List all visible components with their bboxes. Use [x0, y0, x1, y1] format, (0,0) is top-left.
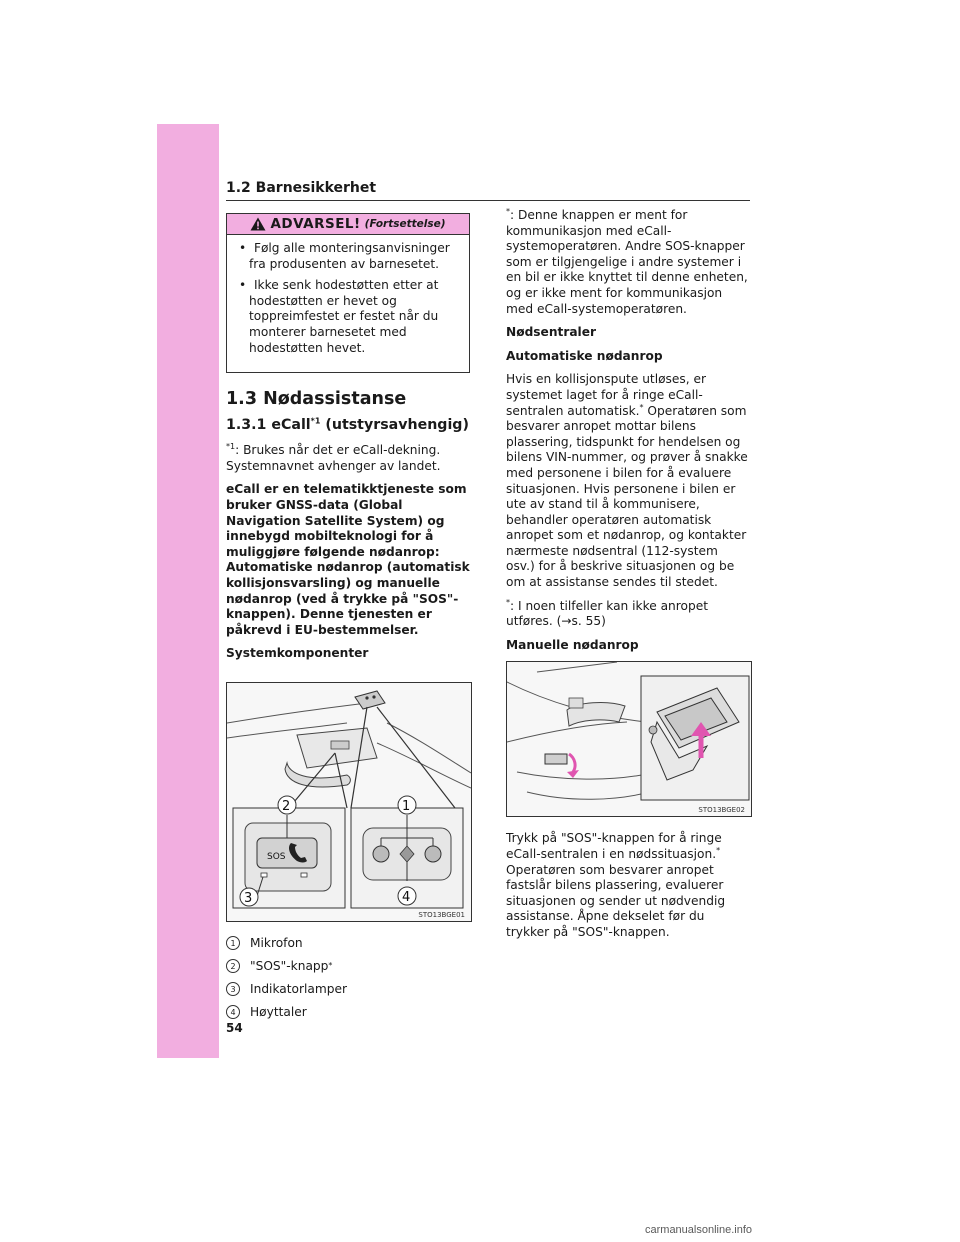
callout-1: 1	[402, 798, 411, 814]
figure-code: STO13BGE01	[418, 910, 465, 919]
automatic-calls-text: Hvis en kollisjonspute utløses, er systemet laget for å ringe eCall-sentralen automatisk.* Operatøren som besvarer anropet mottar bilens plassering, tidspunkt for hendelsen og bilens VIN-nummer, og prøver å snakke med personene i bilen for å evaluere situasjonen. Hvis personene i bilen er ute av stand til å kommunisere, behandler operatøren automatisk anropet som et nødanrop, og kontakter nærmeste nødsentral (112-system osv.) for å beskrive situasjonen og be om at assistanse sendes til stedet.	[506, 372, 748, 590]
callout-4: 4	[402, 889, 411, 905]
warning-item: • Ikke senk hodestøtten etter at hodestøtten er hevet og toppreimfestet er festet når du monterer barnesetet med hodestøtten hevet.	[239, 278, 439, 355]
footnote-1: $^{*1}$: Brukes når det er eCall-dekning. Systemnavnet avhenger av landet.	[226, 442, 441, 473]
page-tab-bar	[157, 124, 219, 1058]
page-number: 54	[226, 1021, 243, 1035]
warning-box	[226, 213, 470, 373]
components-heading: Systemkomponenter	[226, 646, 369, 661]
figure-code: STO13BGE02	[698, 806, 745, 815]
warning-header	[227, 214, 469, 235]
warning-triangle-icon	[250, 217, 266, 231]
legend-item: 4 Høyttaler	[226, 1001, 470, 1024]
sos-footnote: *: Denne knappen er ment for kommunikasjon med eCall-systemoperatøren. Andre SOS-knapper som er tilgjengelige i andre systemer i en bil er ikke knyttet til denne enheten, og er ikke ment for kommunikasjon med eCall-systemoperatøren.	[506, 206, 748, 316]
warning-item: • Følg alle monteringsanvisninger fra produsenten av barnesetet.	[239, 241, 450, 271]
left-column	[226, 210, 470, 1024]
legend-item: 3 Indikatorlamper	[226, 978, 470, 1001]
figure-manual-call	[506, 661, 752, 817]
warning-continued: (Fortsettelse)	[364, 218, 446, 230]
section-title: 1.3 Nødassistanse	[226, 389, 407, 410]
warning-body	[227, 235, 469, 372]
right-column	[506, 208, 750, 949]
sos-button-illustration	[507, 662, 751, 816]
callout-2: 2	[282, 798, 291, 814]
callout-3: 3	[244, 890, 253, 906]
figure-system-components	[226, 682, 472, 922]
subsection-title: 1.3.1 eCall$^{*1}$ (utstyrsavhengig)	[226, 416, 469, 434]
header-rule	[226, 200, 750, 201]
automatic-calls-heading: Automatiske nødanrop	[506, 348, 663, 363]
component-legend	[226, 932, 470, 1024]
warning-title: ADVARSEL!	[270, 216, 361, 232]
manual-calls-heading: Manuelle nødanrop	[506, 637, 639, 652]
legend-item: 1 Mikrofon	[226, 932, 470, 955]
emergency-centers-heading: Nødsentraler	[506, 325, 597, 340]
manual-calls-text: Trykk på "SOS"-knappen for å ringe eCall-sentralen i en nødssituasjon.* Operatøren som besvarer anropet fastslår bilens plassering, evaluerer situasjonen og sender ut nødvendig assistanse. Åpne dekselet før du trykker på "SOS"-knappen.	[506, 831, 726, 939]
overhead-console-illustration	[227, 683, 471, 921]
watermark: carmanualsonline.info	[645, 1224, 753, 1236]
intro-text: eCall er en telematikktjeneste som bruker GNSS-data (Global Navigation Satellite System) og innebygd mobilteknologi for å muliggjøre følgende nødanrop: Automatiske nødanrop (automatisk kollisjonsvarsling) og manuelle nødanrop (ved å trykke på "SOS"-knappen). Denne tjenesten er påkrevd i EU-bestemmelser.	[226, 482, 470, 637]
sos-button-label: SOS	[267, 851, 286, 862]
legend-item: 2 "SOS"-knapp *	[226, 955, 470, 978]
running-header: 1.2 Barnesikkerhet	[226, 180, 377, 196]
automatic-calls-footnote: *: I noen tilfeller kan ikke anropet utføres. (→s. 55)	[506, 597, 708, 629]
